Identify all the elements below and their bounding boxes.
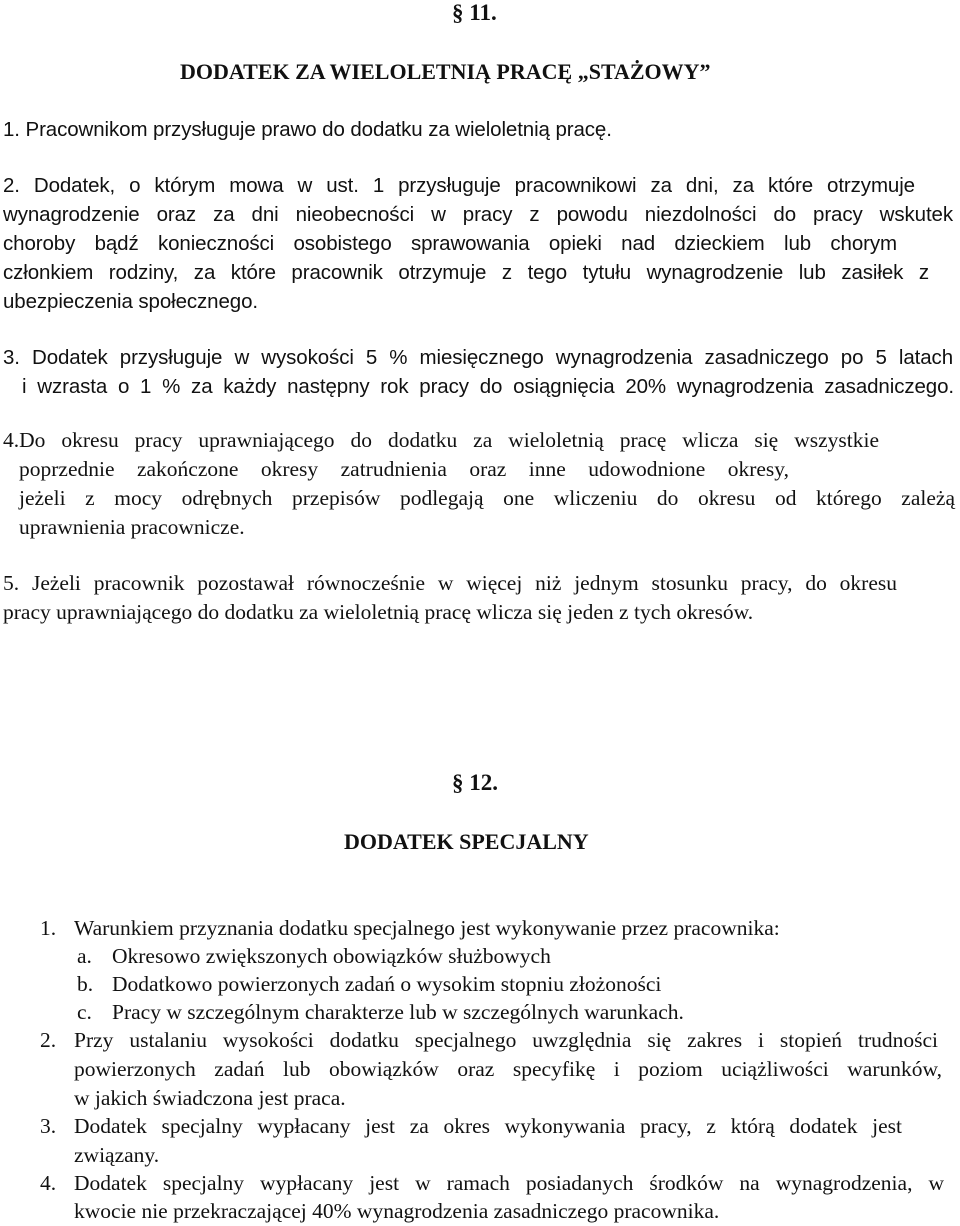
list-item-text: Dodatek specjalny wypłacany jest za okres wykonywania pracy, z którą dodatek jest [74,1114,902,1138]
section-11-paragraph-2-line: 2. Dodatek, o którym mowa w ust. 1 przysługuje pracownikowi za dni, za które otrzymuje [3,174,915,197]
section-11-title: DODATEK ZA WIELOLETNIĄ PRACĘ „STAŻOWY” [180,59,711,84]
section-11-heading: § 11. [452,0,497,25]
list-item-text: Dodatek specjalny wypłacany jest w ramach posiadanych środków na wynagrodzenia, w [74,1171,944,1195]
list-item-number: 2. [40,1028,57,1052]
section-11-paragraph-5-line: pracy uprawniającego do dodatku za wieloletnią pracę wlicza się jeden z tych okresów. [3,600,754,624]
section-11-paragraph-2-line: choroby bądź konieczności osobistego sprawowania opieki nad dzieckiem lub chorym [3,232,897,255]
list-item-text: Przy ustalaniu wysokości dodatku specjalnego uwzględnia się zakres i stopień trudności [74,1028,938,1052]
list-item-number: 3. [40,1114,57,1138]
sublist-item-text: Okresowo zwiększonych obowiązków służbowych [112,944,551,968]
section-11-paragraph-4-line: 4.Do okresu pracy uprawniającego do dodatku za wieloletnią pracę wlicza się wszystkie [3,428,879,452]
sublist-item-text: Pracy w szczególnym charakterze lub w szczególnych warunkach. [112,1000,684,1024]
section-11-paragraph-3-line: i wzrasta o 1 % za każdy następny rok pracy do osiągnięcia 20% wynagrodzenia zasadniczego. [22,375,954,398]
section-11-paragraph-2-line: ubezpieczenia społecznego. [3,290,258,313]
section-11-paragraph-2-line: członkiem rodziny, za które pracownik otrzymuje z tego tytułu wynagrodzenie lub zasiłek z [3,261,929,284]
section-11-paragraph-4-line: poprzednie zakończone okresy zatrudnienia oraz inne udowodnione okresy, [19,457,789,481]
section-11-paragraph-3-line: 3. Dodatek przysługuje w wysokości 5 % miesięcznego wynagrodzenia zasadniczego po 5 latach [3,346,953,369]
section-11-paragraph-4-line: uprawnienia pracownicze. [19,515,245,539]
sublist-item-letter: a. [77,944,92,968]
list-item-text: powierzonych zadań lub obowiązków oraz specyfikę i poziom uciążliwości warunków, [74,1057,942,1081]
list-item-text: Warunkiem przyznania dodatku specjalnego jest wykonywanie przez pracownika: [74,916,780,940]
section-11-paragraph-1: 1. Pracownikom przysługuje prawo do dodatku za wieloletnią pracę. [3,118,612,141]
section-11-paragraph-2-line: wynagrodzenie oraz za dni nieobecności w pracy z powodu niezdolności do pracy wskutek [3,203,953,226]
list-item-number: 1. [40,916,57,940]
section-12-heading: § 12. [452,770,498,795]
list-item-number: 4. [40,1171,57,1195]
list-item-text: w jakich świadczona jest praca. [74,1086,346,1110]
list-item-text: kwocie nie przekraczającej 40% wynagrodzenia zasadniczego pracownika. [74,1199,720,1223]
sublist-item-text: Dodatkowo powierzonych zadań o wysokim stopniu złożoności [112,972,662,996]
sublist-item-letter: c. [77,1000,92,1024]
list-item-text: związany. [74,1143,160,1167]
section-12-title: DODATEK SPECJALNY [344,829,589,854]
sublist-item-letter: b. [77,972,94,996]
section-11-paragraph-5-line: 5. Jeżeli pracownik pozostawał równocześnie w więcej niż jednym stosunku pracy, do okresu [3,571,897,595]
section-11-paragraph-4-line: jeżeli z mocy odrębnych przepisów podlegają one wliczeniu do okresu od którego zależą [19,486,955,510]
